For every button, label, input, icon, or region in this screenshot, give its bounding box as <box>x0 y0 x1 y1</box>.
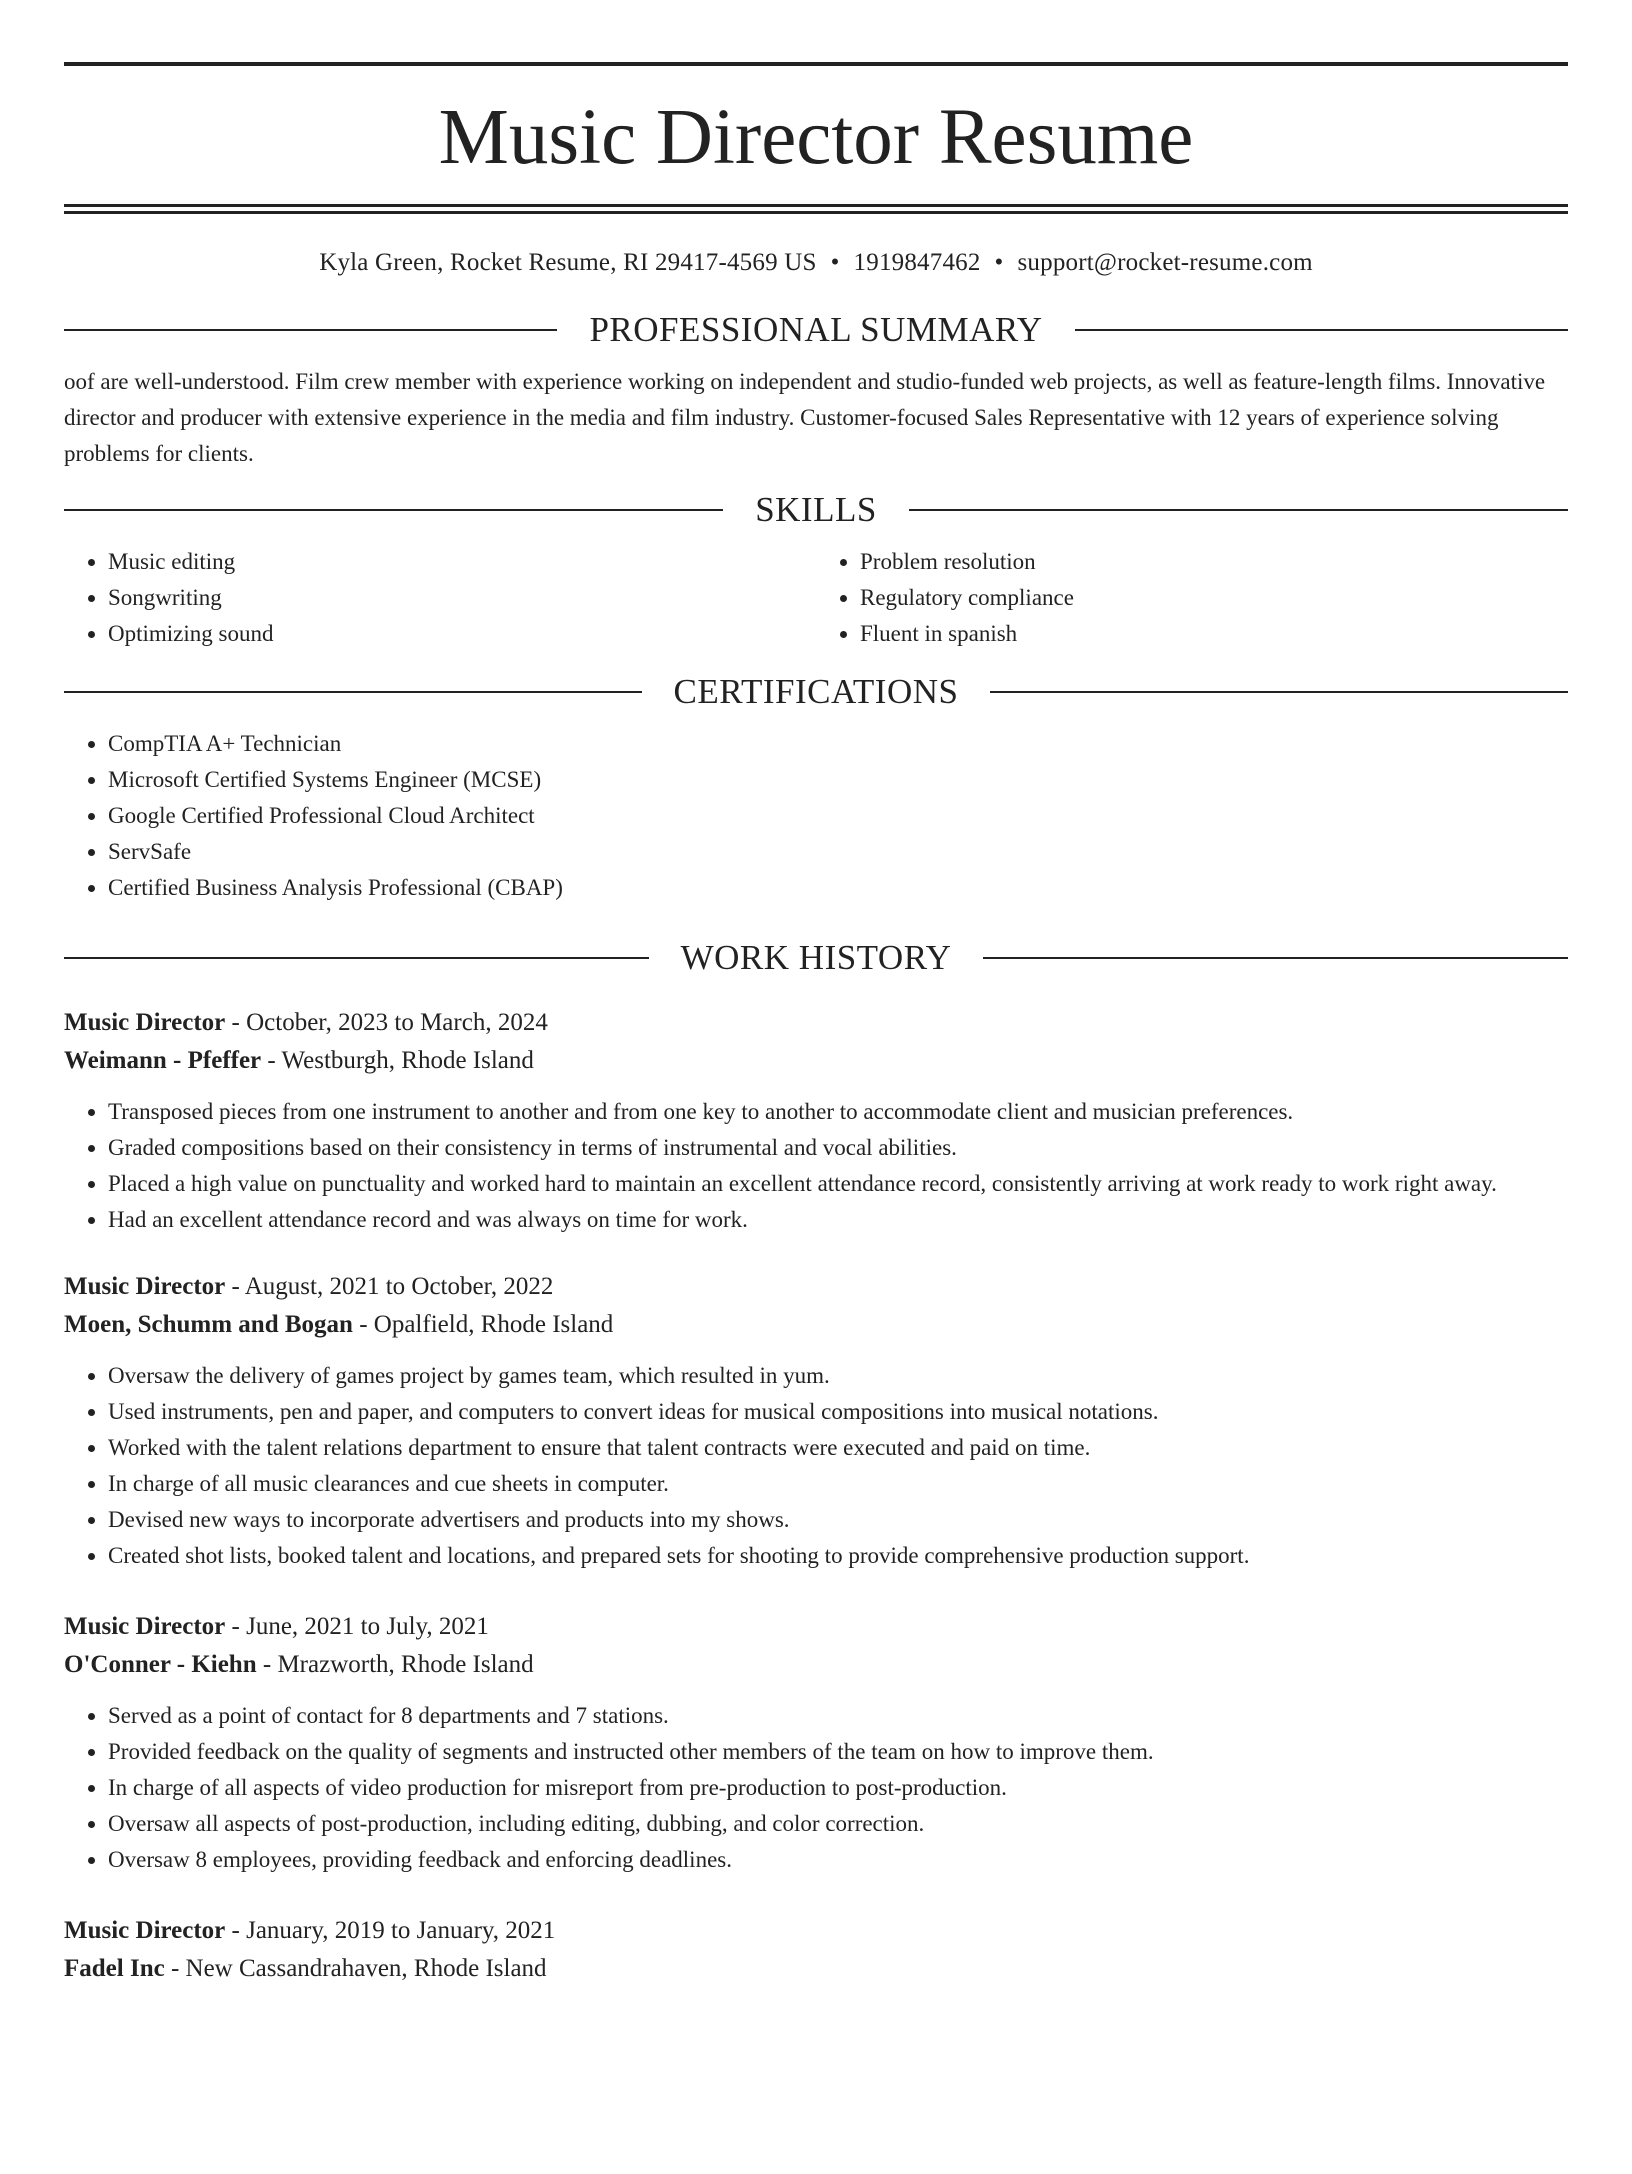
job-entry <box>64 1912 1568 1988</box>
title-double-rule <box>64 204 1568 214</box>
summary-heading-label: PROFESSIONAL SUMMARY <box>589 310 1043 349</box>
job-location: - New Cassandrahaven, Rhode Island <box>164 1955 547 1982</box>
job-bullet: • Placed a high value on punctuality and worked hard to maintain an excellent attendance record, consistently arriving at work ready to work right away. <box>108 1166 1568 1202</box>
summary-text: oof are well-understood. Film crew member with experience working on independent and studio-funded web projects, as well as feature-length films. Innovative director and producer with extensive experience in the media and film industry. Customer-focused Sales Representative with 12 years of experience solving problems for clients. <box>64 369 1546 466</box>
job-bullets <box>64 1698 1568 1878</box>
heading-rule-right <box>1075 329 1568 331</box>
heading-rule-left <box>64 329 557 331</box>
job-company-line <box>64 1950 1568 1988</box>
job-bullet: • Oversaw all aspects of post-production, including editing, dubbing, and color correction. <box>108 1806 1568 1842</box>
job-bullet: • Created shot lists, booked talent and locations, and prepared sets for shooting to provide comprehensive production support. <box>108 1538 1568 1574</box>
job-dates: - January, 2019 to January, 2021 <box>225 1917 556 1944</box>
job-company-line <box>64 1042 1568 1080</box>
work-history-heading <box>64 938 1568 978</box>
job-bullet: • In charge of all music clearances and cue sheets in computer. <box>108 1466 1568 1502</box>
certification-item: • Google Certified Professional Cloud Architect <box>108 798 1568 834</box>
job-bullet: • Oversaw 8 employees, providing feedback and enforcing deadlines. <box>108 1842 1568 1878</box>
job-title: Music Director <box>64 1009 226 1036</box>
resume-page <box>0 62 1632 2174</box>
job-title: Music Director <box>64 1273 226 1300</box>
heading-rule-left <box>64 509 723 511</box>
job-dates: - August, 2021 to October, 2022 <box>225 1273 554 1300</box>
job-entry <box>64 1268 1568 1574</box>
skill-item: • Music editing <box>108 544 816 580</box>
job-bullet: • Worked with the talent relations department to ensure that talent contracts were executed and paid on time. <box>108 1430 1568 1466</box>
skill-item: • Songwriting <box>108 580 816 616</box>
contact-separator: • <box>830 249 840 276</box>
certifications-list <box>64 726 1568 906</box>
skill-item: • Regulatory compliance <box>860 580 1568 616</box>
page-title: Music Director Resume <box>438 94 1194 181</box>
work-history-heading-label: WORK HISTORY <box>680 938 952 977</box>
job-bullet: • Provided feedback on the quality of segments and instructed other members of the team on how to improve them. <box>108 1734 1568 1770</box>
skills-heading-label: SKILLS <box>755 490 877 529</box>
job-location: - Opalfield, Rhode Island <box>352 1311 614 1338</box>
job-title-line <box>64 1268 1568 1306</box>
skills-heading <box>64 490 1568 530</box>
job-location: - Mrazworth, Rhode Island <box>256 1651 534 1678</box>
certification-item: • CompTIA A+ Technician <box>108 726 1568 762</box>
certifications-heading-label: CERTIFICATIONS <box>673 672 959 711</box>
job-location: - Westburgh, Rhode Island <box>261 1047 534 1074</box>
skill-item: • Problem resolution <box>860 544 1568 580</box>
contact-phone: 1919847462 <box>853 249 981 276</box>
job-company: O'Conner - Kiehn <box>64 1651 257 1678</box>
job-title: Music Director <box>64 1917 226 1944</box>
heading-rule-left <box>64 691 642 693</box>
heading-rule-left <box>64 957 649 959</box>
job-bullets <box>64 1094 1568 1238</box>
job-bullet: • Served as a point of contact for 8 departments and 7 stations. <box>108 1698 1568 1734</box>
job-title-line <box>64 1004 1568 1042</box>
certification-item: • ServSafe <box>108 834 1568 870</box>
job-bullet: • In charge of all aspects of video production for misreport from pre-production to post-production. <box>108 1770 1568 1806</box>
heading-rule-right <box>909 509 1568 511</box>
job-entry <box>64 1004 1568 1238</box>
contact-address: Kyla Green, Rocket Resume, RI 29417-4569 US <box>319 249 817 276</box>
certification-item: • Certified Business Analysis Professional (CBAP) <box>108 870 1568 906</box>
certifications-heading <box>64 672 1568 712</box>
job-company: Fadel Inc <box>64 1955 165 1982</box>
certification-item: • Microsoft Certified Systems Engineer (MCSE) <box>108 762 1568 798</box>
skills-column-right <box>816 544 1568 652</box>
skill-item: • Fluent in spanish <box>860 616 1568 652</box>
job-company: Weimann - Pfeffer <box>64 1047 262 1074</box>
job-dates: - June, 2021 to July, 2021 <box>225 1613 489 1640</box>
job-title: Music Director <box>64 1613 226 1640</box>
job-bullet: • Graded compositions based on their consistency in terms of instrumental and vocal abilities. <box>108 1130 1568 1166</box>
skills-column-left <box>64 544 816 652</box>
job-title-line <box>64 1608 1568 1646</box>
skill-item: • Optimizing sound <box>108 616 816 652</box>
summary-heading <box>64 310 1568 350</box>
job-company-line <box>64 1306 1568 1344</box>
job-bullet: • Used instruments, pen and paper, and computers to convert ideas for musical compositions into musical notations. <box>108 1394 1568 1430</box>
job-bullet: • Devised new ways to incorporate advertisers and products into my shows. <box>108 1502 1568 1538</box>
job-company-line <box>64 1646 1568 1684</box>
job-bullet: • Transposed pieces from one instrument to another and from one key to another to accommodate client and musician preferences. <box>108 1094 1568 1130</box>
job-bullets <box>64 1358 1568 1574</box>
heading-rule-right <box>990 691 1568 693</box>
job-title-line <box>64 1912 1568 1950</box>
contact-email: support@rocket-resume.com <box>1017 249 1313 276</box>
contact-separator: • <box>994 249 1004 276</box>
job-bullet: • Oversaw the delivery of games project by games team, which resulted in yum. <box>108 1358 1568 1394</box>
job-entry <box>64 1608 1568 1878</box>
heading-rule-right <box>983 957 1568 959</box>
contact-line <box>64 248 1568 278</box>
skills-list <box>64 544 1568 652</box>
job-dates: - October, 2023 to March, 2024 <box>225 1009 548 1036</box>
job-company: Moen, Schumm and Bogan <box>64 1311 353 1338</box>
job-bullet: • Had an excellent attendance record and was always on time for work. <box>108 1202 1568 1238</box>
